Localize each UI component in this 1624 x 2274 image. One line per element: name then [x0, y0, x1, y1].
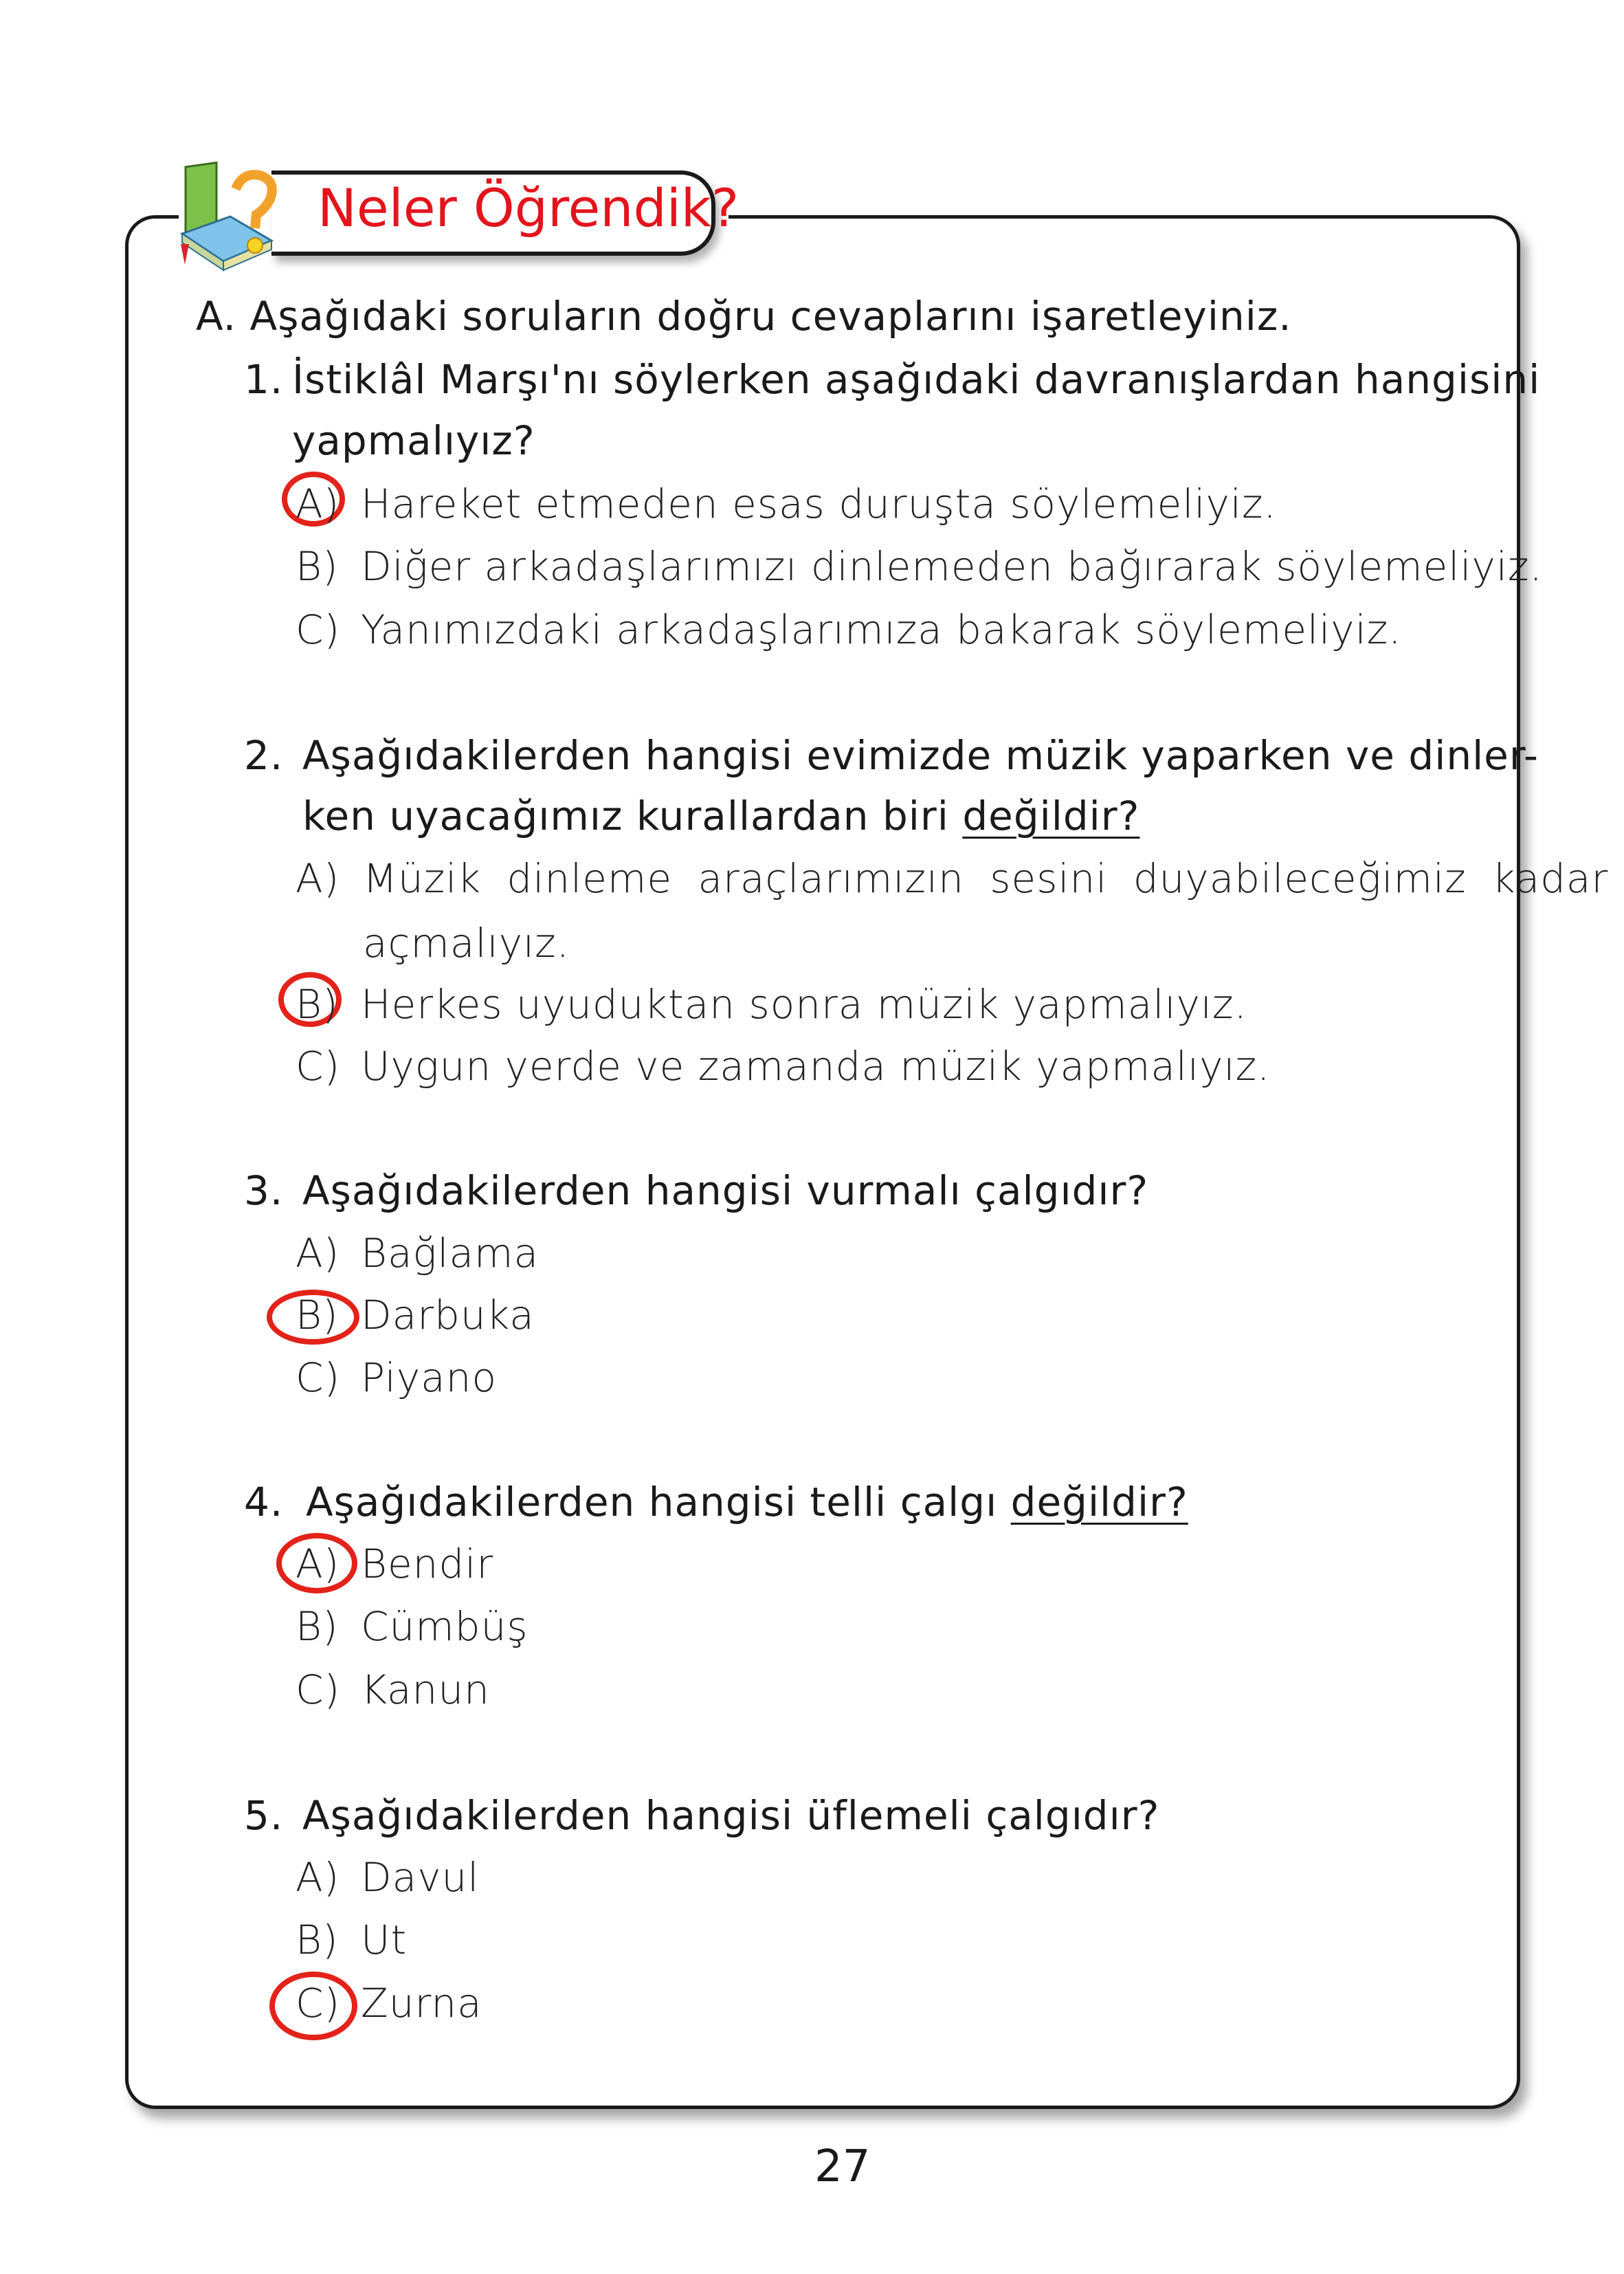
q1-option-c-letter[interactable]: C) — [296, 606, 341, 653]
question-2-text: Aşağıdakilerden hangisi evimizde müzik yaparken ve dinler- — [302, 732, 1539, 779]
q4-option-a[interactable]: Bendir — [361, 1541, 494, 1587]
q4-option-a-letter[interactable]: A) — [296, 1541, 340, 1587]
q1-option-a-letter[interactable]: A) — [296, 481, 340, 527]
q1-option-b[interactable]: Diğer arkadaşlarımızı dinlemeden bağırarak söylemeliyiz. — [361, 543, 1543, 590]
q1-option-b-letter[interactable]: B) — [296, 543, 339, 590]
question-2-text-cont — [302, 792, 1139, 840]
q2-option-c-letter[interactable]: C) — [296, 1043, 341, 1090]
q2-option-b-letter[interactable]: B) — [296, 981, 339, 1028]
q5-option-a-letter[interactable]: A) — [296, 1854, 340, 1901]
page-title: Neler Öğrendik? — [318, 177, 739, 239]
question-1-number: 1. — [244, 356, 284, 403]
question-5-text: Aşağıdakilerden hangisi üflemeli çalgıdır? — [302, 1792, 1160, 1839]
q4-option-c-letter[interactable]: C) — [296, 1666, 341, 1713]
q2-option-b[interactable]: Herkes uyuduktan sonra müzik yapmalıyız. — [361, 981, 1247, 1028]
q3-option-b-letter[interactable]: B) — [296, 1292, 339, 1338]
q3-option-c-letter[interactable]: C) — [296, 1354, 341, 1401]
q5-option-b-letter[interactable]: B) — [296, 1917, 339, 1963]
q2-option-c[interactable]: Uygun yerde ve zamanda müzik yapmalıyız. — [361, 1043, 1271, 1090]
question-2-number: 2. — [244, 732, 284, 779]
q4-option-c[interactable]: Kanun — [361, 1666, 490, 1713]
q2-option-a-letter[interactable]: A) — [296, 855, 340, 902]
question-2-text-cont-text: ken uyacağımız kurallardan biri — [302, 793, 963, 839]
q5-option-c-letter[interactable]: C) — [296, 1980, 341, 2027]
page-number: 27 — [814, 2141, 871, 2192]
q3-option-a[interactable]: Bağlama — [361, 1230, 540, 1277]
question-1-text: İstiklâl Marşı'nı söylerken aşağıdaki davranışlardan hangisini — [292, 356, 1541, 403]
q5-option-b[interactable]: Ut — [361, 1917, 408, 1963]
question-4-text-main: Aşağıdakilerden hangisi telli çalgı — [306, 1479, 1011, 1525]
q5-option-c[interactable]: Zurna — [361, 1980, 482, 2027]
emphasis-underline: değildir? — [962, 793, 1140, 839]
question-1-text-cont: yapmalıyız? — [292, 417, 535, 464]
emphasis-underline: değildir? — [1010, 1479, 1188, 1525]
q4-option-b[interactable]: Cümbüş — [361, 1603, 529, 1650]
q1-option-c[interactable]: Yanımızdaki arkadaşlarımıza bakarak söylemeliyiz. — [361, 606, 1402, 653]
q1-option-a[interactable]: Hareket etmeden esas duruşta söylemeliyiz. — [361, 481, 1277, 527]
section-heading: A. Aşağıdaki soruların doğru cevaplarını işaretleyiniz. — [196, 293, 1292, 340]
q3-option-c[interactable]: Piyano — [361, 1354, 497, 1401]
question-4-number — [244, 1478, 283, 1526]
question-4-text — [306, 1478, 1188, 1526]
q2-option-a[interactable]: Müzik dinleme araçlarımızın sesini duyabileceğimiz kadar — [363, 855, 1609, 902]
question-3-text: Aşağıdakilerden hangisi vurmalı çalgıdır? — [302, 1167, 1149, 1214]
book-question-icon — [175, 162, 292, 272]
question-3-number: 3. — [244, 1167, 284, 1214]
q2-option-a-cont[interactable]: açmalıyız. — [363, 920, 570, 967]
q4-option-b-letter[interactable]: B) — [296, 1603, 339, 1650]
q3-option-b[interactable]: Darbuka — [361, 1292, 535, 1338]
question-5-number: 5. — [244, 1792, 284, 1839]
q3-option-a-letter[interactable]: A) — [296, 1230, 340, 1277]
question-4-number-text: 4. — [244, 1479, 284, 1525]
q5-option-a[interactable]: Davul — [361, 1854, 480, 1901]
